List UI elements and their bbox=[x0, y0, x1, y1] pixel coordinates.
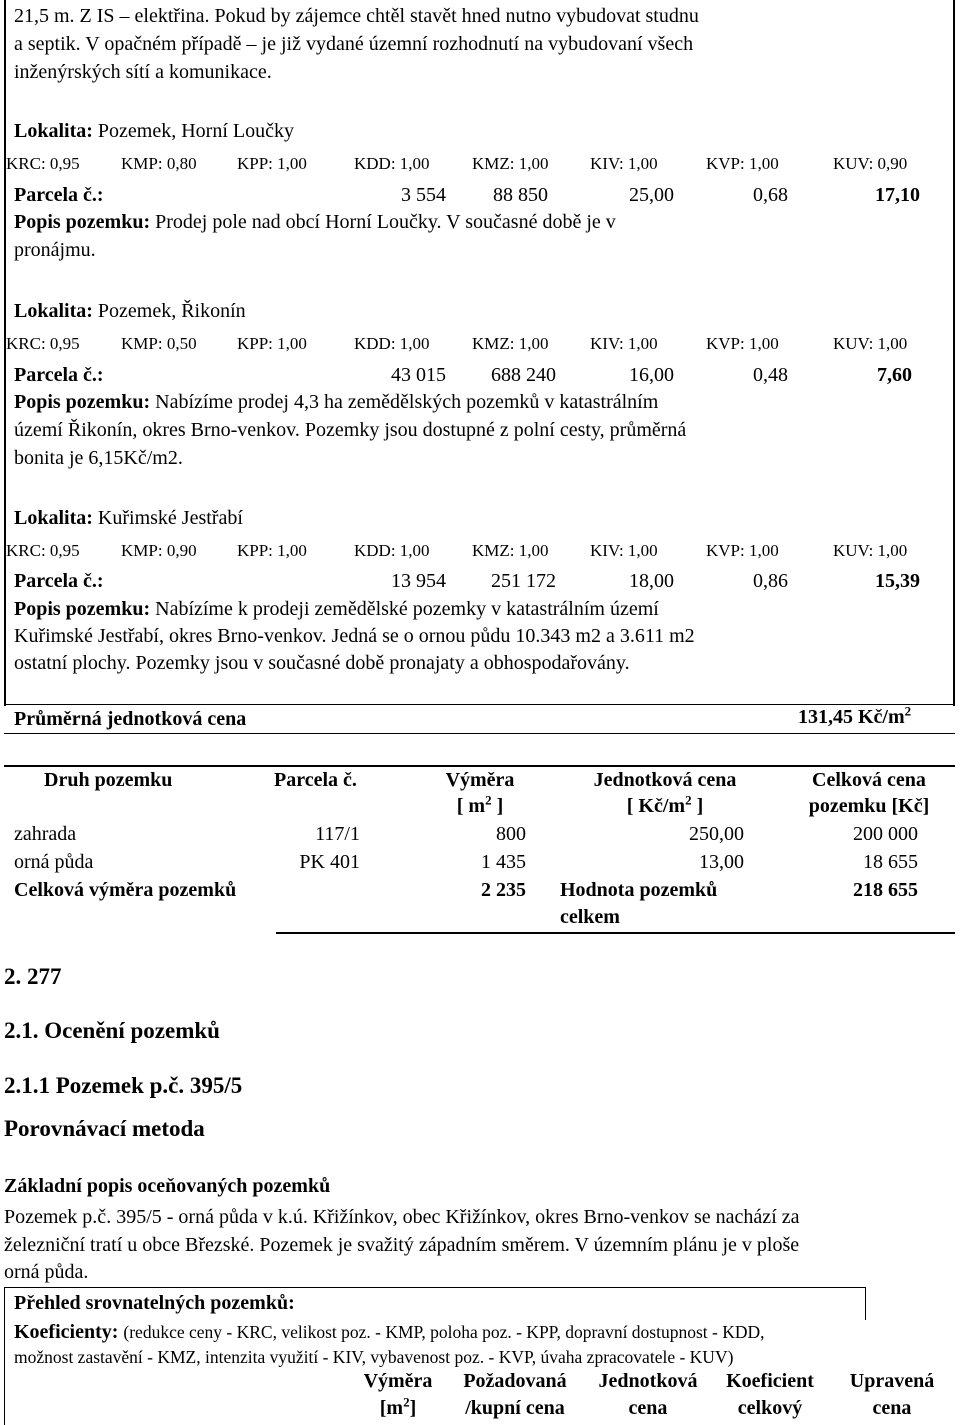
parcela-vymera: 43 015 bbox=[391, 364, 446, 386]
col-vymera-l1: Výměra bbox=[363, 1370, 433, 1392]
overview-top-border bbox=[4, 1287, 866, 1288]
heading-h1: 2. 277 bbox=[4, 964, 62, 989]
td-druh: zahrada bbox=[14, 823, 77, 845]
lokalita-name: Kuřimské Jestřabí bbox=[97, 507, 243, 529]
average-value bbox=[798, 703, 912, 729]
desc-line-2: železniční tratí u obce Březské. Pozemek je svažitý západním směrem. V územním plánu je v ploše bbox=[4, 1234, 800, 1256]
intro-line-1: 21,5 m. Z IS – elektřina. Pokud by zájemce chtěl stavět hned nutno vybudovat studnu bbox=[14, 5, 699, 27]
lokalita-name: Pozemek, Horní Loučky bbox=[97, 120, 294, 142]
popis-label: Popis pozemku: bbox=[14, 211, 151, 233]
th-vymera: Výměra bbox=[445, 769, 515, 791]
lokalita-2-title bbox=[14, 300, 246, 323]
coef-kmz: KMZ: 1,00 bbox=[472, 334, 549, 353]
parcela-jedn: 25,00 bbox=[629, 184, 674, 206]
th-vymera-unit bbox=[430, 792, 530, 818]
average-label: Průměrná jednotková cena bbox=[14, 708, 247, 730]
heading-h2: 2.1. Ocenění pozemků bbox=[4, 1018, 220, 1043]
th-jedn: Jednotková cena bbox=[593, 769, 737, 791]
parcela-label: Parcela č.: bbox=[14, 184, 104, 206]
parcela-cena: 251 172 bbox=[491, 570, 556, 592]
coef-kiv: KIV: 1,00 bbox=[590, 334, 658, 353]
popis-2-line-1 bbox=[14, 391, 658, 414]
box-divider bbox=[4, 704, 955, 705]
lokalita-name: Pozemek, Řikonín bbox=[97, 300, 246, 322]
intro-line-2: a septik. V opačném případě – je již vydané územní rozhodnutí na vybudovaní všech bbox=[14, 33, 694, 55]
coef-kpp: KPP: 1,00 bbox=[237, 541, 307, 560]
th-celk-1: Celková cena bbox=[812, 769, 926, 791]
coef-kvp: KVP: 1,00 bbox=[706, 334, 779, 353]
col-pozadovana-l2: /kupní cena bbox=[465, 1397, 565, 1419]
col-upravena-l2: cena bbox=[872, 1397, 912, 1419]
td-jedn: 13,00 bbox=[699, 851, 744, 873]
box-right-border bbox=[953, 0, 955, 706]
popis-2-line-2: území Řikonín, okres Brno-venkov. Pozemky jsou dostupné z polní cesty, průměrná bbox=[14, 419, 687, 441]
col-jednotkova-l2: cena bbox=[628, 1397, 668, 1419]
parcela-cena: 88 850 bbox=[493, 184, 548, 206]
lokalita-1-title bbox=[14, 120, 294, 143]
parcela-label: Parcela č.: bbox=[14, 570, 104, 592]
td-parcela: PK 401 bbox=[299, 851, 360, 873]
hodnota-label-2: celkem bbox=[560, 906, 620, 928]
parcela-jedn: 16,00 bbox=[629, 364, 674, 386]
col-vymera-l2 bbox=[354, 1394, 442, 1420]
popis-1-line-2: pronájmu. bbox=[14, 239, 96, 261]
col-koeficient-l2: celkový bbox=[737, 1397, 803, 1419]
td-celk: 200 000 bbox=[853, 823, 918, 845]
average-value-text: 131,45 Kč/m bbox=[798, 706, 905, 728]
popis-text: Nabízíme k prodeji zemědělské pozemky v katastrálním území bbox=[155, 598, 659, 620]
overview-koef-line-1 bbox=[14, 1321, 765, 1344]
th-vymera-unit-end: ] bbox=[491, 795, 504, 817]
coef-kdd: KDD: 1,00 bbox=[354, 541, 430, 560]
td-druh: orná půda bbox=[14, 851, 94, 873]
table-top-border bbox=[4, 765, 955, 767]
coef-kdd: KDD: 1,00 bbox=[354, 334, 430, 353]
parcela-jedn: 18,00 bbox=[629, 570, 674, 592]
coef-kmp: KMP: 0,90 bbox=[121, 541, 197, 560]
th-druh: Druh pozemku bbox=[44, 769, 173, 791]
total-vymera: 2 235 bbox=[481, 879, 526, 901]
parcela-vymera: 13 954 bbox=[391, 570, 446, 592]
coef-kiv: KIV: 1,00 bbox=[590, 541, 658, 560]
col-vymera-sup: 2 bbox=[403, 1394, 410, 1410]
overview-koef-line-2: možnost zastavění - KMZ, intenzita využití - KIV, vybavenost poz. - KVP, úvaha zpracovatele - KUV) bbox=[14, 1347, 734, 1367]
td-vymera: 800 bbox=[496, 823, 526, 845]
td-celk: 18 655 bbox=[863, 851, 918, 873]
coef-krc: KRC: 0,95 bbox=[6, 154, 80, 173]
coef-kmz: KMZ: 1,00 bbox=[472, 541, 549, 560]
th-vymera-sup: 2 bbox=[485, 792, 492, 808]
koef-text-1: (redukce ceny - KRC, velikost poz. - KMP, poloha poz. - KPP, dopravní dostupnost - KDD, bbox=[123, 1322, 765, 1342]
coef-kuv: KUV: 1,00 bbox=[833, 334, 908, 353]
td-parcela: 117/1 bbox=[315, 823, 360, 845]
coef-kuv: KUV: 1,00 bbox=[833, 541, 908, 560]
td-jedn: 250,00 bbox=[689, 823, 744, 845]
parcela-vymera: 3 554 bbox=[401, 184, 446, 206]
coef-kmz: KMZ: 1,00 bbox=[472, 154, 549, 173]
heading-h4: Porovnávací metoda bbox=[4, 1116, 205, 1141]
parcela-koef: 0,86 bbox=[753, 570, 788, 592]
average-unit-sup: 2 bbox=[904, 703, 912, 719]
parcela-upr: 17,10 bbox=[875, 184, 920, 206]
col-vymera-l2-text: [m bbox=[379, 1397, 404, 1419]
popis-label: Popis pozemku: bbox=[14, 598, 151, 620]
lokalita-label: Lokalita: bbox=[14, 120, 93, 142]
coef-kpp: KPP: 1,00 bbox=[237, 154, 307, 173]
parcela-label: Parcela č.: bbox=[14, 364, 104, 386]
popis-3-line-2: Kuřimské Jestřabí, okres Brno-venkov. Jedná se o ornou půdu 10.343 m2 a 3.611 m2 bbox=[14, 625, 695, 647]
parcela-koef: 0,48 bbox=[753, 364, 788, 386]
popis-text: Nabízíme prodej 4,3 ha zemědělských pozemků v katastrálním bbox=[155, 391, 659, 413]
coef-kmp: KMP: 0,80 bbox=[121, 154, 197, 173]
th-jedn-unit bbox=[568, 792, 762, 818]
th-jedn-unit-text: [ Kč/m bbox=[626, 795, 686, 817]
parcela-upr: 15,39 bbox=[875, 570, 920, 592]
heading-h5: Základní popis oceňovaných pozemků bbox=[4, 1175, 331, 1197]
popis-3-line-3: ostatní plochy. Pozemky jsou v současné době pronajaty a obhospodařovány. bbox=[14, 652, 630, 674]
parcela-cena: 688 240 bbox=[491, 364, 556, 386]
popis-label: Popis pozemku: bbox=[14, 391, 151, 413]
col-koeficient-l1: Koeficient bbox=[726, 1370, 814, 1392]
average-underline bbox=[4, 733, 955, 734]
popis-1-line-1 bbox=[14, 211, 616, 234]
parcela-upr: 7,60 bbox=[877, 364, 912, 386]
lokalita-label: Lokalita: bbox=[14, 300, 93, 322]
th-jedn-unit-end: ] bbox=[691, 795, 704, 817]
lokalita-3-title bbox=[14, 507, 243, 530]
overview-left-border bbox=[4, 1287, 5, 1425]
coef-krc: KRC: 0,95 bbox=[6, 541, 80, 560]
popis-3-line-1 bbox=[14, 598, 659, 621]
coef-krc: KRC: 0,95 bbox=[6, 334, 80, 353]
hodnota-label-1: Hodnota pozemků bbox=[560, 879, 718, 901]
desc-line-3: orná půda. bbox=[4, 1261, 89, 1283]
table-bottom-border bbox=[276, 932, 955, 934]
overview-title: Přehled srovnatelných pozemků: bbox=[14, 1292, 295, 1314]
coef-kpp: KPP: 1,00 bbox=[237, 334, 307, 353]
heading-h3: 2.1.1 Pozemek p.č. 395/5 bbox=[4, 1073, 243, 1098]
coef-kvp: KVP: 1,00 bbox=[706, 541, 779, 560]
col-upravena-l1: Upravená bbox=[849, 1370, 935, 1392]
lokalita-label: Lokalita: bbox=[14, 507, 93, 529]
total-celk: 218 655 bbox=[853, 879, 918, 901]
coef-kuv: KUV: 0,90 bbox=[833, 154, 908, 173]
coef-kmp: KMP: 0,50 bbox=[121, 334, 197, 353]
td-vymera: 1 435 bbox=[481, 851, 526, 873]
coef-kdd: KDD: 1,00 bbox=[354, 154, 430, 173]
koef-label: Koeficienty: bbox=[14, 1321, 119, 1343]
popis-2-line-3: bonita je 6,15Kč/m2. bbox=[14, 447, 183, 469]
desc-line-1: Pozemek p.č. 395/5 - orná půda v k.ú. Křižínkov, obec Křižínkov, okres Brno-venkov se nachází za bbox=[4, 1206, 800, 1228]
total-label: Celková výměra pozemků bbox=[14, 879, 237, 901]
coef-kvp: KVP: 1,00 bbox=[706, 154, 779, 173]
th-vymera-unit-text: [ m bbox=[456, 795, 486, 817]
intro-line-3: inženýrských sítí a komunikace. bbox=[14, 61, 272, 83]
col-jednotkova-l1: Jednotková bbox=[598, 1370, 698, 1392]
popis-text: Prodej pole nad obcí Horní Loučky. V současné době je v bbox=[155, 211, 616, 233]
overview-right-border bbox=[865, 1287, 866, 1320]
col-vymera-l2-end: ] bbox=[409, 1397, 417, 1419]
col-pozadovana-l1: Požadovaná bbox=[463, 1370, 567, 1392]
th-celk-2: pozemku [Kč] bbox=[808, 795, 930, 817]
th-parcela: Parcela č. bbox=[274, 769, 357, 791]
parcela-koef: 0,68 bbox=[753, 184, 788, 206]
th-jedn-sup: 2 bbox=[685, 792, 692, 808]
coef-kiv: KIV: 1,00 bbox=[590, 154, 658, 173]
